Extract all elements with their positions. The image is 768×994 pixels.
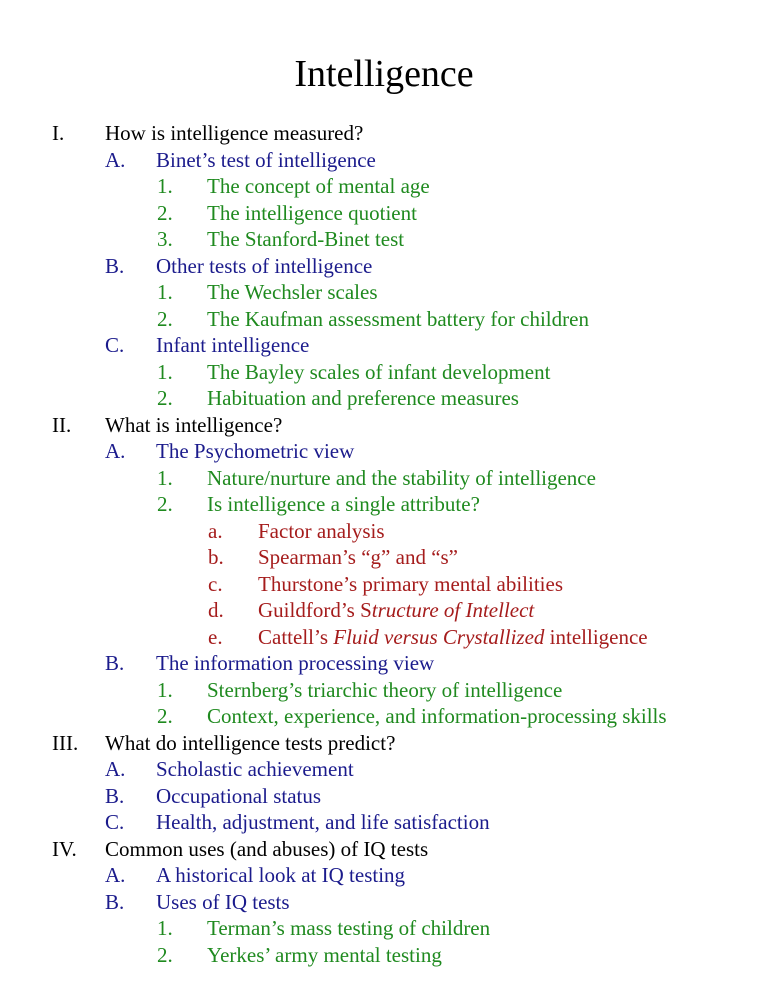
outline-item-text: What do intelligence tests predict? [105,730,396,755]
outline-item-level-2 [0,783,768,810]
outline-item-level-3 [0,942,768,969]
outline-item-level-3 [0,491,768,518]
outline-item-level-4 [0,518,768,545]
outline-list [0,120,768,968]
outline-item-text: What is intelligence? [105,412,283,437]
outline-item-marker: c. [208,571,223,596]
outline-item-marker: A. [105,757,126,781]
outline-item-marker: a. [208,518,223,543]
outline-item-text: Is intelligence a single attribute? [207,492,480,516]
outline-item-marker: C. [105,810,125,834]
outline-item-text: The intelligence quotient [207,200,417,225]
outline-item-marker: A. [105,439,126,463]
outline-item-text: Common uses (and abuses) of IQ tests [105,836,429,861]
outline-item-level-3 [0,306,768,333]
text-segment: intelligence [544,624,648,649]
outline-item-level-1 [0,836,768,863]
outline-item-marker: 1. [157,174,173,198]
outline-item-level-2 [0,650,768,677]
outline-item-text: Binet’s test of intelligence [156,147,376,172]
outline-item-marker: B. [105,783,125,808]
outline-item-marker: 3. [157,227,173,251]
outline-item-level-1 [0,730,768,757]
outline-item-text: Infant intelligence [156,333,310,357]
outline-item-level-3 [0,915,768,942]
outline-item-marker: 2. [157,306,173,331]
outline-item-marker: 2. [157,704,173,728]
outline-item-text: Health, adjustment, and life satisfaction [156,810,490,834]
outline-item-text: Spearman’s “g” and “s” [258,545,459,569]
outline-item-text: Habituation and preference measures [207,386,519,410]
outline-item-marker: 1. [157,916,173,940]
outline-item-level-2 [0,889,768,916]
outline-item-text: Thurstone’s primary mental abilities [258,571,564,596]
outline-item-marker: b. [208,545,224,569]
outline-item-text: The Kaufman assessment battery for children [207,306,589,331]
outline-item-text: Occupational status [156,783,322,808]
outline-item-marker: A. [105,863,126,887]
outline-item-marker: 1. [157,677,173,702]
outline-item-level-3 [0,200,768,227]
outline-item-marker: 1. [157,359,173,384]
outline-item-level-4 [0,624,768,651]
outline-item-marker: B. [105,651,125,675]
outline-item-text: A historical look at IQ testing [156,863,406,887]
outline-item-text: Other tests of intelligence [156,253,373,278]
italic-text: Fluid versus Crystallized [333,624,545,649]
outline-item-level-3 [0,703,768,730]
outline-item-text: Sternberg’s triarchic theory of intelligence [207,677,563,702]
outline-item-text: Context, experience, and information-processing skills [207,704,667,728]
outline-item-level-4 [0,597,768,624]
outline-item-text: The Bayley scales of infant development [207,359,551,384]
outline-item-marker: 2. [157,200,173,225]
outline-item-marker: 1. [157,465,173,490]
outline-item-marker: d. [208,598,224,622]
outline-item-level-2 [0,809,768,836]
outline-item-marker: III. [52,730,79,755]
outline-item-marker: IV. [52,836,77,861]
outline-item-text: Factor analysis [258,518,385,543]
outline-item-marker: B. [105,889,125,914]
outline-item-text: The concept of mental age [207,174,430,198]
outline-item-text: Scholastic achievement [156,757,354,781]
outline-item-marker: C. [105,333,125,357]
outline-item-level-2 [0,756,768,783]
outline-item-level-4 [0,544,768,571]
outline-item-level-3 [0,279,768,306]
outline-item-level-3 [0,226,768,253]
outline-item-marker: 2. [157,492,173,516]
outline-item-text: The Wechsler scales [207,280,378,304]
outline-item-marker: A. [105,147,126,172]
outline-item-level-1 [0,412,768,439]
text-segment: Guildford’s S [258,598,372,622]
outline-item-level-2 [0,253,768,280]
outline-item-marker: e. [208,624,223,649]
outline-item-marker: 1. [157,280,173,304]
outline-item-level-1 [0,120,768,147]
outline-item-level-2 [0,438,768,465]
outline-item-marker: 2. [157,386,173,410]
italic-text: tructure of Intellect [371,598,535,622]
outline-item-text: The Psychometric view [156,439,355,463]
outline-item-marker: 2. [157,942,173,967]
text-segment: Cattell’s [258,624,334,649]
outline-item-marker: II. [52,412,72,437]
outline-item-level-2 [0,862,768,889]
outline-item-text: Terman’s mass testing of children [207,916,491,940]
outline-item-level-2 [0,332,768,359]
outline-item-marker: I. [52,121,65,145]
outline-item-level-3 [0,173,768,200]
outline-item-text: The information processing view [156,651,435,675]
outline-item-level-2 [0,147,768,174]
outline-item-text: The Stanford-Binet test [207,227,405,251]
outline-item-text [258,597,534,624]
outline-item-text: Nature/nurture and the stability of intelligence [207,465,596,490]
outline-item-level-3 [0,465,768,492]
outline-item-level-3 [0,359,768,386]
outline-item-level-4 [0,571,768,598]
outline-item-text: How is intelligence measured? [105,121,364,145]
outline-item-marker: B. [105,253,125,278]
outline-item-level-3 [0,385,768,412]
outline-item-text: Uses of IQ tests [156,889,290,914]
outline-item-level-3 [0,677,768,704]
outline-item-text [258,624,648,651]
page-title: Intelligence [294,53,474,95]
outline-item-text: Yerkes’ army mental testing [207,942,442,967]
